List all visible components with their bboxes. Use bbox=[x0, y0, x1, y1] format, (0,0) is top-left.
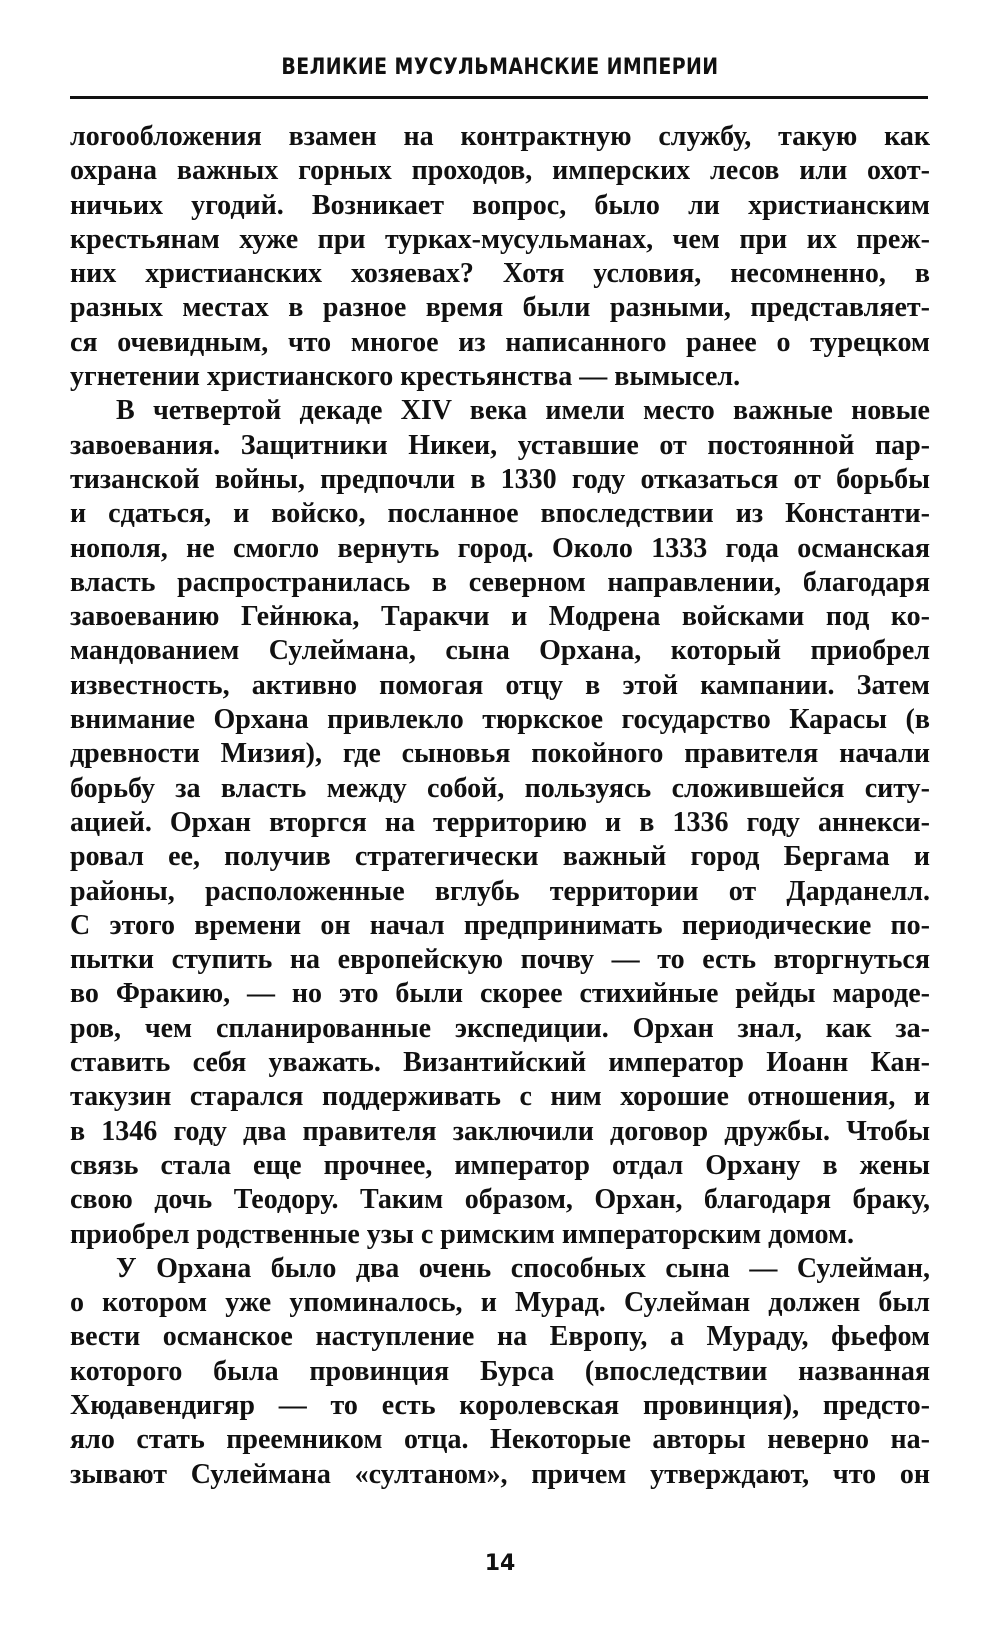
text-line: зывают Сулеймана «султаном», причем утверждают, что он bbox=[70, 1458, 930, 1490]
text-line: них христианских хозяевах? Хотя условия, несомненно, в bbox=[70, 258, 930, 290]
text-line: известность, активно помогая отцу в этой кампании. Затем bbox=[70, 669, 930, 701]
text-line: логообложения взамен на контрактную службу, такую как bbox=[70, 121, 930, 152]
text-line: во Фракию, — но это были скорее стихийные рейды мародe- bbox=[70, 978, 930, 1010]
text-line: охрана важных горных проходов, имперских лесов или охот- bbox=[70, 155, 930, 187]
text-line: такузин старался поддерживать с ним хорошие отношения, и bbox=[70, 1081, 930, 1113]
text-line: угнетении христианского крестьянства — вымысел. bbox=[70, 361, 741, 393]
paragraph bbox=[70, 394, 930, 1251]
text-line: пытки ступить на европейскую почву — то есть вторгнуться bbox=[70, 944, 930, 976]
paragraph bbox=[70, 120, 930, 394]
text-line: и сдаться, и войско, посланное впоследствии из Константи- bbox=[70, 498, 930, 530]
body-text bbox=[70, 120, 930, 1492]
paragraph bbox=[70, 1252, 930, 1492]
running-head: ВЕЛИКИЕ МУСУЛЬМАНСКИЕ ИМПЕРИИ bbox=[281, 55, 719, 80]
text-line: С этого времени он начал предпринимать периодические по- bbox=[70, 909, 930, 941]
text-line: У Орхана было два очень способных сына — Сулейман, bbox=[116, 1252, 930, 1284]
text-line: районы, расположенные вглубь территории от Дарданелл. bbox=[70, 875, 930, 907]
text-line: приобрел родственные узы с римским императорским домом. bbox=[70, 1218, 855, 1250]
text-line: крестьянам хуже при турках-мусульманах, чем при их преж- bbox=[70, 223, 930, 255]
text-line: разных местах в разное время были разными, представляет- bbox=[70, 292, 930, 324]
text-line: вести османское наступление на Европу, а Мураду, фьефом bbox=[70, 1321, 930, 1353]
text-line: ацией. Орхан вторгся на территорию и в 1336 году аннекси- bbox=[70, 806, 930, 838]
text-line: яло стать преемником отца. Некоторые авторы неверно на- bbox=[70, 1424, 930, 1456]
text-line: В четвертой декаде XIV века имели место важные новые bbox=[116, 395, 930, 427]
text-line: внимание Орхана привлекло тюркское государство Карасы (в bbox=[70, 704, 930, 736]
text-line: ся очевидным, что многое из написанного ранее о турецком bbox=[70, 326, 930, 358]
text-line: древности Мизия), где сыновья покойного правителя начали bbox=[70, 738, 930, 770]
text-line: Хюдавендигяр — то есть королевская провинция), предсто- bbox=[70, 1389, 930, 1421]
text-line: ровал ее, получив стратегически важный город Бергама и bbox=[70, 841, 930, 873]
text-line: тизанской войны, предпочли в 1330 году отказаться от борьбы bbox=[70, 463, 930, 495]
text-line: ров, чем спланированные экспедиции. Орхан знал, как за- bbox=[70, 1012, 930, 1044]
text-line: свою дочь Теодору. Таким образом, Орхан, благодаря браку, bbox=[70, 1184, 930, 1216]
text-line: завоевания. Защитники Никеи, уставшие от постоянной пар- bbox=[70, 429, 930, 461]
text-line: в 1346 году два правителя заключили договор дружбы. Чтобы bbox=[70, 1115, 930, 1147]
text-line: ничьих угодий. Возникает вопрос, было ли христианским bbox=[70, 189, 930, 221]
text-line: связь стала еще прочнее, император отдал Орхану в жены bbox=[70, 1149, 930, 1181]
text-line: мандованием Сулеймана, сына Орхана, который приобрел bbox=[70, 635, 930, 667]
text-line: о котором уже упоминалось, и Мурад. Сулейман должен был bbox=[70, 1287, 930, 1319]
page-number: 14 bbox=[484, 1551, 516, 1576]
text-line: ставить себя уважать. Византийский император Иоанн Кан- bbox=[70, 1047, 930, 1079]
text-line: борьбу за власть между собой, пользуясь сложившейся ситу- bbox=[70, 772, 930, 804]
text-line: власть распространилась в северном направлении, благодаря bbox=[70, 566, 930, 598]
text-line: завоеванию Гейнюка, Таракчи и Модрена войсками под ко- bbox=[70, 601, 930, 633]
text-line: которого была провинция Бурса (впоследствии названная bbox=[70, 1355, 930, 1387]
text-line: нополя, не смогло вернуть город. Около 1333 года османская bbox=[70, 532, 930, 564]
header-rule bbox=[70, 96, 928, 99]
